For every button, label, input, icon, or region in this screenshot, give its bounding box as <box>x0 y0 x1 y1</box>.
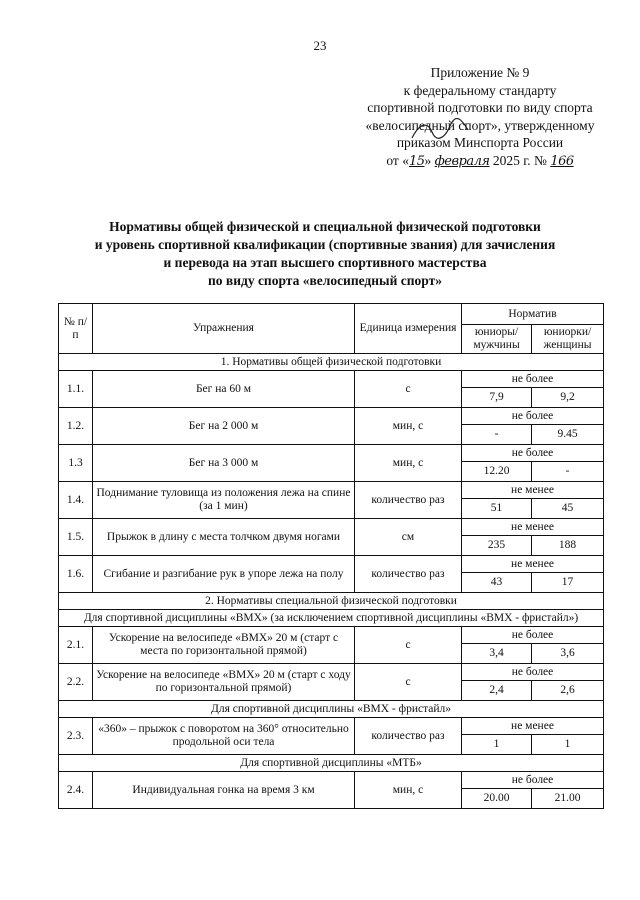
row-number: 1.2. <box>59 408 93 445</box>
norm-condition: не более <box>462 408 604 425</box>
value-juniors-women: 2,6 <box>532 681 604 701</box>
norm-condition: не менее <box>462 482 604 499</box>
section-row <box>59 701 604 718</box>
value-juniors-men: 20.00 <box>462 789 532 809</box>
table-row <box>59 482 604 499</box>
exercise-name: Индивидуальная гонка на время 3 км <box>93 772 355 809</box>
appendix-line-3: спортивной подготовки по виду спорта <box>367 100 593 115</box>
title-line-2: и уровень спортивной квалификации (спортивные звания) для зачисления <box>94 237 556 252</box>
row-number: 1.5. <box>59 519 93 556</box>
table-row <box>59 556 604 573</box>
row-number: 2.4. <box>59 772 93 809</box>
value-juniors-men: 43 <box>462 573 532 593</box>
norm-condition: не более <box>462 772 604 789</box>
exercise-name: Ускорение на велосипеде «BMX» 20 м (старт с места по горизонтальной прямой) <box>93 627 355 664</box>
table-row <box>59 627 604 644</box>
norm-condition: не более <box>462 445 604 462</box>
norm-condition: не менее <box>462 718 604 735</box>
table-row <box>59 772 604 789</box>
value-juniors-men: 51 <box>462 499 532 519</box>
norm-condition: не более <box>462 627 604 644</box>
value-juniors-men: 235 <box>462 536 532 556</box>
header-norm: Норматив <box>462 304 604 325</box>
title-line-1: Нормативы общей физической и специальной физической подготовки <box>109 219 541 234</box>
value-juniors-women: 17 <box>532 573 604 593</box>
document-title <box>40 218 610 290</box>
title-line-4: по виду спорта «велосипедный спорт» <box>208 273 442 288</box>
table-row <box>59 445 604 462</box>
exercise-name: Поднимание туловища из положения лежа на спине (за 1 мин) <box>93 482 355 519</box>
norm-condition: не менее <box>462 556 604 573</box>
value-juniors-women: 9,2 <box>532 388 604 408</box>
date-mid: » <box>424 152 432 168</box>
section-heading: 1. Нормативы общей физической подготовки <box>59 354 604 371</box>
exercise-name: Ускорение на велосипеде «BMX» 20 м (старт с ходу по горизонтальной прямой) <box>93 664 355 701</box>
header-unit: Единица измерения <box>355 304 462 354</box>
unit-of-measure: с <box>355 371 462 408</box>
section-heading: Для спортивной дисциплины «МТБ» <box>59 755 604 772</box>
norm-condition: не менее <box>462 519 604 536</box>
value-juniors-women: 21.00 <box>532 789 604 809</box>
row-number: 1.6. <box>59 556 93 593</box>
unit-of-measure: количество раз <box>355 482 462 519</box>
value-juniors-women: 188 <box>532 536 604 556</box>
table-row <box>59 664 604 681</box>
signature-mark <box>410 118 470 142</box>
unit-of-measure: мин, с <box>355 408 462 445</box>
section-row <box>59 755 604 772</box>
table-row <box>59 371 604 388</box>
unit-of-measure: количество раз <box>355 556 462 593</box>
norms-table <box>58 303 604 809</box>
order-date-line <box>350 152 610 171</box>
section-row <box>59 610 604 627</box>
row-number: 2.1. <box>59 627 93 664</box>
date-prefix: от « <box>386 152 409 168</box>
row-number: 1.1. <box>59 371 93 408</box>
date-day: 15 <box>408 153 425 169</box>
row-number: 2.2. <box>59 664 93 701</box>
value-juniors-women: 9.45 <box>532 425 604 445</box>
header-exercise: Упражнения <box>93 304 355 354</box>
value-juniors-men: 3,4 <box>462 644 532 664</box>
section-heading: 2. Нормативы специальной физической подготовки <box>59 593 604 610</box>
exercise-name: «360» – прыжок с поворотом на 360° относительно продольной оси тела <box>93 718 355 755</box>
unit-of-measure: с <box>355 664 462 701</box>
table-row <box>59 718 604 735</box>
value-juniors-women: - <box>532 462 604 482</box>
value-juniors-men: - <box>462 425 532 445</box>
exercise-name: Бег на 3 000 м <box>93 445 355 482</box>
date-month: февраля <box>434 153 490 169</box>
value-juniors-women: 1 <box>532 735 604 755</box>
exercise-name: Сгибание и разгибание рук в упоре лежа на полу <box>93 556 355 593</box>
value-juniors-women: 45 <box>532 499 604 519</box>
section-row <box>59 593 604 610</box>
page-number: 23 <box>313 38 327 53</box>
order-number: 166 <box>550 153 574 169</box>
date-year: 2025 г. № <box>492 152 547 168</box>
value-juniors-men: 2,4 <box>462 681 532 701</box>
table-row <box>59 408 604 425</box>
appendix-block <box>350 64 610 170</box>
section-heading: Для спортивной дисциплины «BMX» (за исключением спортивной дисциплины «BMX - фристайл») <box>59 610 604 627</box>
row-number: 2.3. <box>59 718 93 755</box>
norm-condition: не более <box>462 664 604 681</box>
unit-of-measure: мин, с <box>355 445 462 482</box>
exercise-name: Бег на 2 000 м <box>93 408 355 445</box>
section-heading: Для спортивной дисциплины «BMX - фристайл» <box>59 701 604 718</box>
table-body <box>59 354 604 809</box>
appendix-line-5: приказом Минспорта России <box>396 135 564 150</box>
unit-of-measure: количество раз <box>355 718 462 755</box>
title-line-3: и перевода на этап высшего спортивного мастерства <box>163 255 487 270</box>
row-number: 1.4. <box>59 482 93 519</box>
header-num: № п/п <box>59 304 93 354</box>
value-juniors-men: 12.20 <box>462 462 532 482</box>
value-juniors-men: 7,9 <box>462 388 532 408</box>
appendix-line-4: «велосипедный спорт», утвержденному <box>365 117 595 133</box>
row-number: 1.3 <box>59 445 93 482</box>
appendix-line-2: к федеральному стандарту <box>403 82 557 98</box>
norm-condition: не более <box>462 371 604 388</box>
unit-of-measure: с <box>355 627 462 664</box>
exercise-name: Бег на 60 м <box>93 371 355 408</box>
value-juniors-men: 1 <box>462 735 532 755</box>
header-juniors-men: юниоры/ мужчины <box>462 325 532 354</box>
appendix-title: Приложение № 9 <box>430 65 530 80</box>
header-juniors-women: юниорки/ женщины <box>532 325 604 354</box>
section-row <box>59 354 604 371</box>
unit-of-measure: см <box>355 519 462 556</box>
unit-of-measure: мин, с <box>355 772 462 809</box>
value-juniors-women: 3,6 <box>532 644 604 664</box>
exercise-name: Прыжок в длину с места толчком двумя ногами <box>93 519 355 556</box>
table-row <box>59 519 604 536</box>
